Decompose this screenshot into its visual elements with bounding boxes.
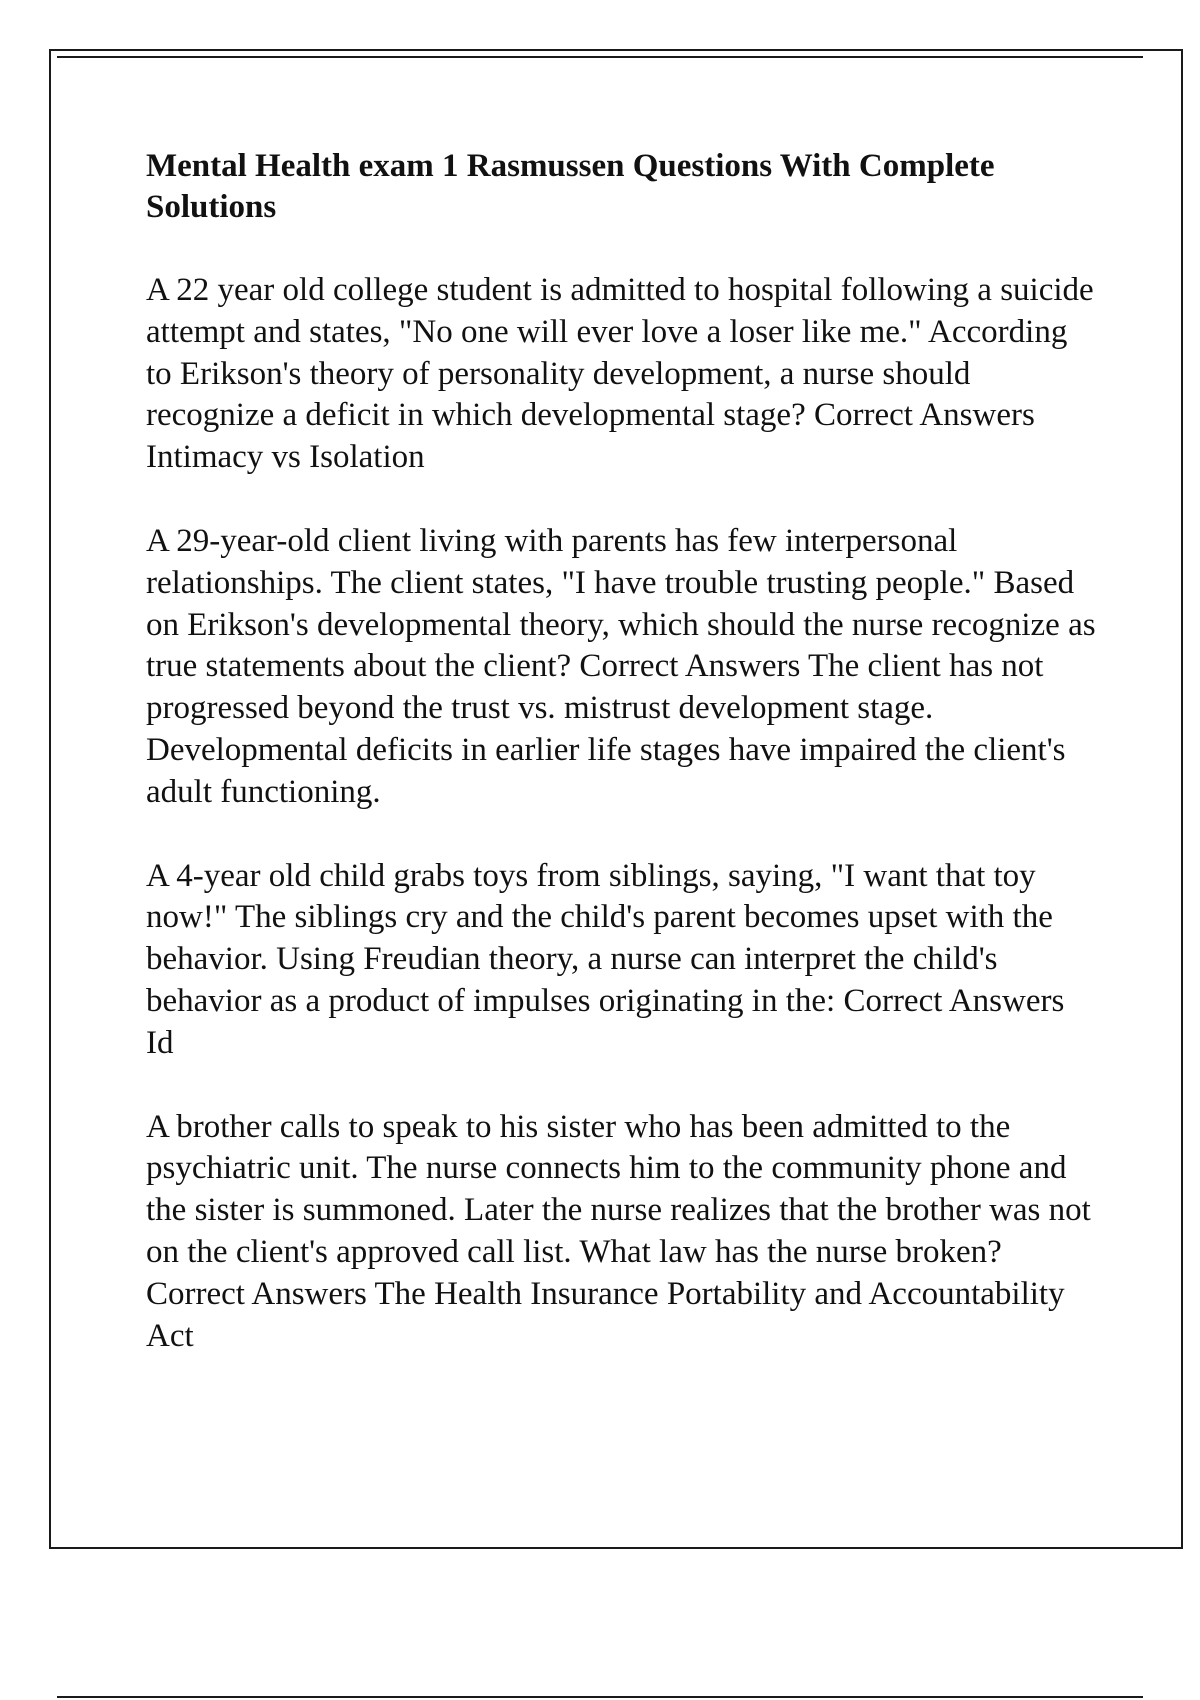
question-line: has the nurse broken? Correct Answers The Health Insurance <box>146 1233 1002 1312</box>
question-line: Correct Answers Id <box>146 982 1065 1061</box>
question-line: stage? Correct Answers Intimacy vs Isolation <box>146 397 1035 476</box>
question-line: the child's behavior as a product of impulses originating in the: <box>146 941 998 1019</box>
question-line: client's adult functioning. <box>146 731 1066 810</box>
question-line: toy now!" The siblings cry and the child's parent becomes upset <box>146 857 1036 936</box>
question-line: Developmental deficits in earlier life stages have impaired the <box>146 731 966 768</box>
question-line: A 4-year old child grabs toys from siblings, saying, "I want that <box>146 857 986 894</box>
question-line: a nurse should recognize a deficit in which developmental <box>146 355 971 434</box>
question-line: with the behavior. Using Freudian theory, a nurse can interpret <box>146 899 1053 978</box>
question-line: Based on Erikson's developmental theory, which should the <box>146 564 1075 643</box>
question-line: mistrust development stage. <box>563 690 934 727</box>
page-bottom-rule <box>57 1696 1143 1698</box>
question-line: A 29-year-old client living with parents has few interpersonal <box>146 522 958 559</box>
question-line: Portability and Accountability Act <box>146 1275 1065 1354</box>
question-hipaa <box>146 1107 1096 1358</box>
question-line: the brother was not on the client's approved call list. What law <box>146 1192 1091 1270</box>
question-line: the psychiatric unit. The nurse connects him to the community <box>146 1108 1011 1187</box>
title-line: Solutions <box>146 189 277 225</box>
document-body <box>146 146 1096 1399</box>
question-line: Answers The client has not progressed beyond the trust vs. <box>146 648 1044 727</box>
question-erikson-intimacy <box>146 270 1096 479</box>
question-line: phone and the sister is summoned. Later the nurse realizes that <box>146 1150 1067 1229</box>
title-line: Mental Health exam 1 Rasmussen Questions With Complete <box>146 148 995 184</box>
question-line: relationships. The client states, "I have trouble trusting people." <box>146 564 986 601</box>
question-freud-id <box>146 856 1096 1065</box>
question-erikson-trust <box>146 521 1096 814</box>
question-line: A 22 year old college student is admitted to hospital following a <box>146 272 992 308</box>
question-line: suicide attempt and states, "No one will ever love a loser like <box>146 272 1094 350</box>
question-line: me." According to Erikson's theory of personality development, <box>146 313 1068 392</box>
question-line: nurse recognize as true statements about the client? Correct <box>146 606 1096 685</box>
document-title <box>146 146 1096 228</box>
question-line: A brother calls to speak to his sister who has been admitted to <box>146 1108 962 1145</box>
